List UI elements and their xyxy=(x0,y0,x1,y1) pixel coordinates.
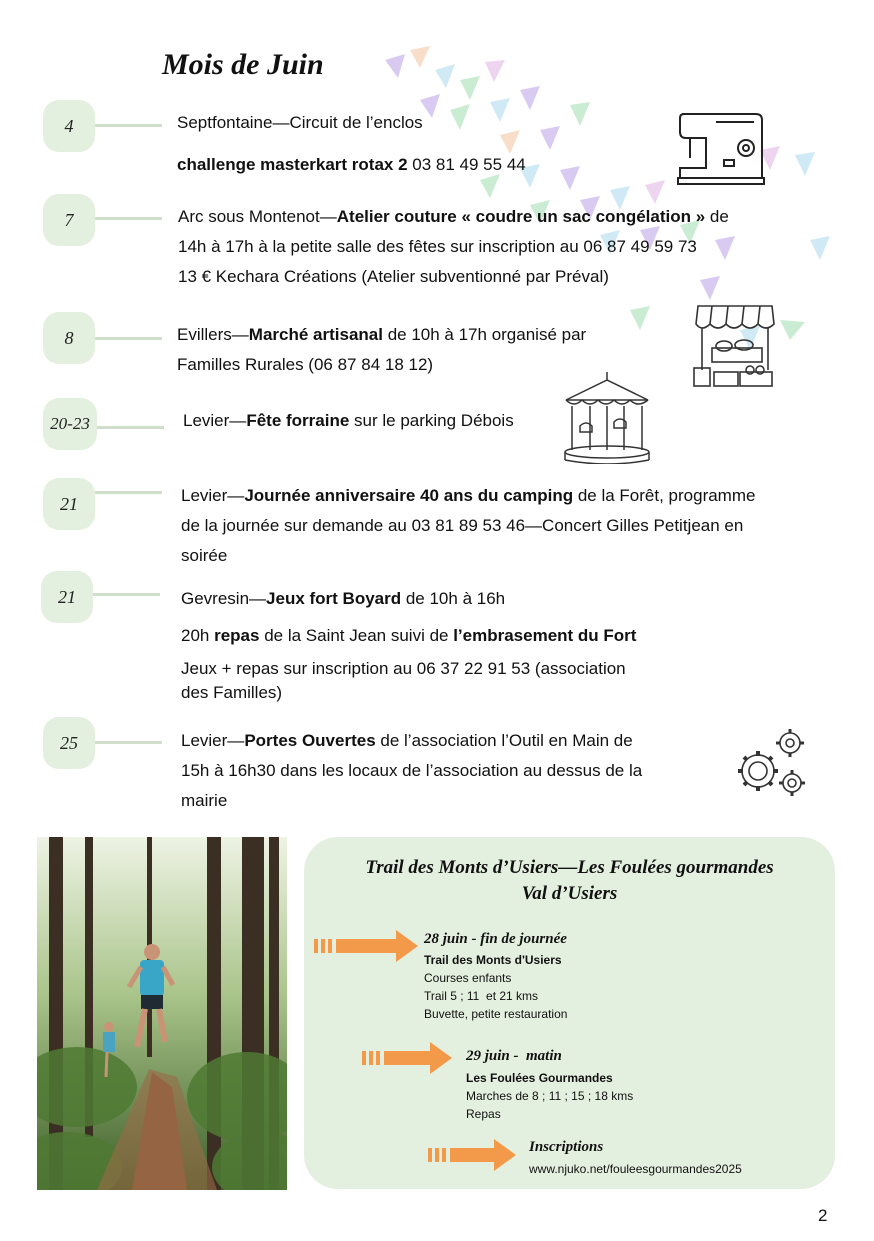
date-badge: 8 xyxy=(43,312,95,364)
event-text: Evillers—Marché artisanal de 10h à 17h organisé par Familles Rurales (06 87 84 18 12) xyxy=(177,325,587,374)
event-title: Atelier couture « coudre un sac congélation » xyxy=(336,207,706,226)
event-place: Arc sous Montenot— xyxy=(178,207,337,226)
event-place: Gevresin— xyxy=(181,589,267,608)
date-badge: 7 xyxy=(43,194,95,246)
date-badge: 21 xyxy=(41,571,93,623)
connector-line xyxy=(97,426,164,429)
event-line: 13 € Kechara Créations (Atelier subventionné par Préval) xyxy=(178,267,609,286)
event-date-heading: 28 juin - fin de journée xyxy=(424,931,567,947)
event-title: Journée anniversaire 40 ans du camping xyxy=(244,486,574,505)
event-place: Levier— xyxy=(181,731,245,750)
event-title: Portes Ouvertes xyxy=(244,731,376,750)
event-line: 15h à 16h30 dans les locaux de l’association au dessus de la xyxy=(181,761,643,780)
event-title: Jeux fort Boyard xyxy=(266,589,402,608)
event-text: 20h repas de la Saint Jean suivi de l’embrasement du Fort xyxy=(181,626,637,645)
event-place: Evillers— xyxy=(177,325,249,344)
arrow-right-icon xyxy=(314,928,420,964)
event-line: Jeux + repas sur inscription au 06 37 22 91 53 (association xyxy=(181,659,626,678)
event-line: soirée xyxy=(181,546,228,565)
event-text: Arc sous Montenot—Atelier couture « coudre un sac congélation » de 14h à 17h à la petite salle des fêtes sur inscription au 06 87 49 59 73 13 € Kechara Créations (Atelier subventionné par Préval) xyxy=(178,207,729,286)
event-line: de la journée sur demande au 03 81 89 53 46—Concert Gilles Petitjean en xyxy=(181,516,744,535)
date-badge: 21 xyxy=(43,478,95,530)
event-text: Gevresin—Jeux fort Boyard de 10h à 16h xyxy=(181,589,506,608)
arrow-right-icon xyxy=(428,1138,518,1172)
event-text xyxy=(181,657,701,705)
event-text: Levier—Fête forraine sur le parking Débois xyxy=(183,411,514,430)
event-detail: Buvette, petite restauration xyxy=(424,1007,568,1021)
event-date-heading: 29 juin - matin xyxy=(466,1048,562,1064)
page-number: 2 xyxy=(818,1206,828,1225)
date-badge: 25 xyxy=(43,717,95,769)
connector-line xyxy=(95,337,162,340)
carousel-icon xyxy=(560,370,654,464)
panel-subtitle: Val d’Usiers xyxy=(521,883,618,904)
page-title: Mois de Juin xyxy=(162,48,324,81)
connector-line xyxy=(95,491,162,494)
event-line: des Familles) xyxy=(181,683,283,702)
event-line: Septfontaine—Circuit de l’enclos xyxy=(177,113,423,132)
event-detail: Trail 5 ; 11 et 21 kms xyxy=(424,989,539,1003)
event-place: Levier— xyxy=(183,411,247,430)
date-badge: 20-23 xyxy=(43,398,97,450)
event-place: Levier— xyxy=(181,486,245,505)
event-name: Les Foulées Gourmandes xyxy=(466,1071,613,1085)
event-line: 14h à 17h à la petite salle des fêtes sur inscription au 06 87 49 59 73 xyxy=(178,237,697,256)
event-name: Trail des Monts d'Usiers xyxy=(424,953,562,967)
event-text xyxy=(177,150,526,180)
event-detail: Repas xyxy=(466,1107,501,1121)
connector-line xyxy=(95,741,162,744)
panel-title: Trail des Monts d’Usiers—Les Foulées gourmandes xyxy=(365,857,774,878)
event-line: mairie xyxy=(181,791,228,810)
inscriptions-heading: Inscriptions xyxy=(529,1139,604,1155)
trail-info-panel xyxy=(304,837,835,1189)
forest-runner-photo xyxy=(37,837,287,1190)
gears-icon xyxy=(730,725,810,803)
arrow-right-icon xyxy=(362,1041,454,1075)
event-title: Fête forraine xyxy=(246,411,350,430)
event-text: Levier—Portes Ouvertes de l’association l’Outil en Main de 15h à 16h30 dans les locaux de l’association au dessus de la mairie xyxy=(181,731,643,810)
connector-line xyxy=(95,124,162,127)
connector-line xyxy=(95,217,162,220)
connector-line xyxy=(93,593,160,596)
sewing-machine-icon xyxy=(676,108,768,188)
event-phone: 03 81 49 55 44 xyxy=(407,155,526,174)
event-detail: Marches de 8 ; 11 ; 15 ; 18 kms xyxy=(466,1089,634,1103)
date-badge: 4 xyxy=(43,100,95,152)
event-line: Familles Rurales (06 87 84 18 12) xyxy=(177,355,434,374)
event-text xyxy=(177,108,423,138)
event-title: challenge masterkart rotax 2 xyxy=(177,155,408,174)
event-detail: Courses enfants xyxy=(424,971,512,985)
market-stall-icon xyxy=(692,300,778,392)
registration-link[interactable]: www.njuko.net/fouleesgourmandes2025 xyxy=(529,1162,742,1176)
event-title: Marché artisanal xyxy=(248,325,383,344)
event-text: Levier—Journée anniversaire 40 ans du camping de la Forêt, programme de la journée sur demande au 03 81 89 53 46—Concert Gilles Petitjean en soirée xyxy=(181,486,756,565)
